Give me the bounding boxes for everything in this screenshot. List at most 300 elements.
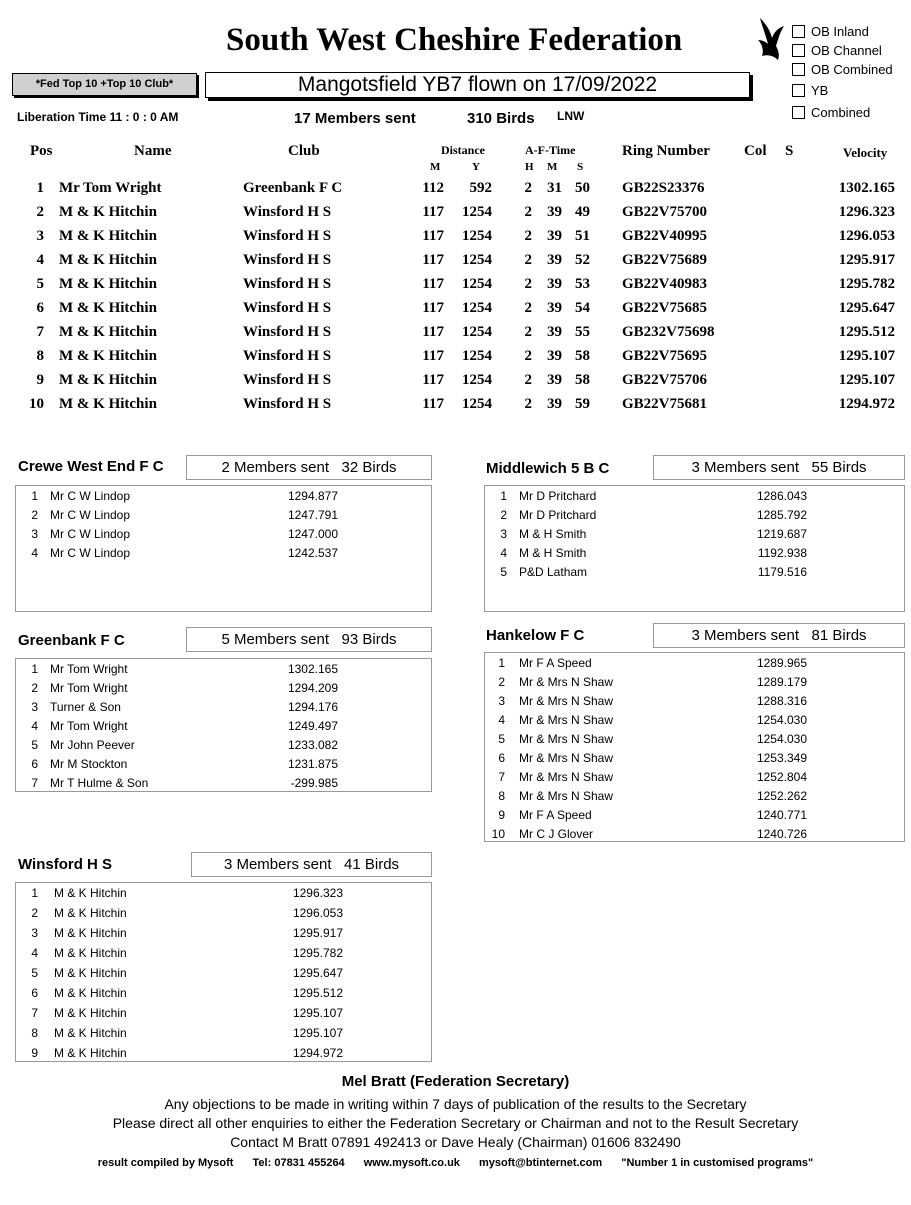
club-entry-velocity: 1252.262 bbox=[756, 789, 807, 803]
checkbox-ob-combined[interactable]: OB Combined bbox=[792, 62, 893, 77]
club-title-greenbank: Greenbank F C bbox=[18, 632, 125, 649]
result-hours: 2 bbox=[524, 300, 532, 316]
result-pos: 1 bbox=[36, 180, 44, 196]
list-item bbox=[485, 713, 904, 732]
club-title-winsford: Winsford H S bbox=[18, 856, 113, 873]
list-item bbox=[16, 1026, 431, 1045]
club-entry-name: P&D Latham bbox=[519, 565, 588, 579]
list-item bbox=[16, 926, 431, 945]
club-entry-velocity: 1253.349 bbox=[756, 751, 807, 765]
club-entry-name: Mr D Pritchard bbox=[519, 508, 597, 522]
club-entry-velocity: 1288.316 bbox=[756, 694, 807, 708]
club-entry-name: Mr & Mrs N Shaw bbox=[519, 732, 614, 746]
list-item bbox=[16, 508, 431, 527]
result-pos: 8 bbox=[36, 348, 44, 364]
result-row bbox=[0, 276, 911, 300]
list-item bbox=[16, 776, 431, 795]
result-ring: GB22V75681 bbox=[622, 396, 708, 412]
club-entry-name: Mr C W Lindop bbox=[50, 508, 131, 522]
result-row bbox=[0, 180, 911, 204]
club-entry-velocity: 1296.053 bbox=[292, 906, 343, 920]
club-entry-pos: 4 bbox=[500, 546, 507, 560]
club-entry-name: Mr C W Lindop bbox=[50, 527, 131, 541]
result-club: Winsford H S bbox=[243, 276, 332, 292]
club-entry-name: Mr & Mrs N Shaw bbox=[519, 770, 614, 784]
list-item bbox=[485, 751, 904, 770]
club-entry-velocity: 1294.176 bbox=[287, 700, 338, 714]
col-miles: M bbox=[430, 161, 441, 173]
result-hours: 2 bbox=[524, 180, 532, 196]
result-yards: 1254 bbox=[462, 396, 492, 412]
club-list-middlewich bbox=[484, 485, 905, 612]
club-entry-name: Mr C J Glover bbox=[519, 827, 594, 841]
club-entry-velocity: 1302.165 bbox=[287, 662, 338, 676]
club-entry-velocity: -299.985 bbox=[290, 776, 338, 790]
result-hours: 2 bbox=[524, 204, 532, 220]
result-seconds: 49 bbox=[575, 204, 590, 220]
club-entry-name: M & H Smith bbox=[519, 527, 587, 541]
club-entry-pos: 1 bbox=[31, 489, 38, 503]
club-entry-name: Mr Tom Wright bbox=[50, 662, 128, 676]
club-entry-pos: 8 bbox=[498, 789, 505, 803]
result-velocity: 1295.512 bbox=[838, 324, 895, 340]
club-entry-velocity: 1294.972 bbox=[292, 1046, 343, 1060]
checkbox-box-icon bbox=[792, 63, 805, 76]
list-item bbox=[16, 738, 431, 757]
list-item bbox=[16, 986, 431, 1005]
list-item bbox=[16, 700, 431, 719]
club-entry-pos: 2 bbox=[498, 675, 505, 689]
club-title-crewe: Crewe West End F C bbox=[18, 458, 164, 475]
club-entry-velocity: 1192.938 bbox=[757, 546, 807, 560]
club-summary-winsford: 3 Members sent 41 Birds bbox=[191, 852, 432, 877]
list-item bbox=[16, 489, 431, 508]
club-entry-pos: 7 bbox=[498, 770, 505, 784]
list-item bbox=[485, 808, 904, 827]
club-entry-pos: 3 bbox=[31, 527, 38, 541]
result-ring: GB22V75685 bbox=[622, 300, 708, 316]
club-entry-pos: 5 bbox=[500, 565, 507, 579]
club-entry-pos: 4 bbox=[498, 713, 505, 727]
result-minutes: 39 bbox=[547, 276, 562, 292]
col-seconds: S bbox=[577, 161, 584, 173]
result-ring: GB22V75706 bbox=[622, 372, 708, 388]
list-item bbox=[16, 1046, 431, 1065]
col-aftime: A-F-Time bbox=[525, 143, 576, 157]
checkbox-ob-inland[interactable]: OB Inland bbox=[792, 24, 869, 39]
result-miles: 117 bbox=[422, 204, 444, 220]
result-velocity: 1295.647 bbox=[838, 300, 895, 316]
federation-title: South West Cheshire Federation bbox=[226, 22, 683, 58]
result-ring: GB22V40995 bbox=[622, 228, 708, 244]
result-name: M & K Hitchin bbox=[59, 324, 157, 340]
club-entry-velocity: 1295.512 bbox=[292, 986, 343, 1000]
result-ring: GB22V75695 bbox=[622, 348, 708, 364]
club-entry-velocity: 1247.791 bbox=[287, 508, 338, 522]
club-entry-name: M & K Hitchin bbox=[54, 1026, 127, 1040]
col-colour: Col bbox=[744, 143, 767, 159]
club-entry-velocity: 1252.804 bbox=[756, 770, 807, 784]
result-pos: 9 bbox=[36, 372, 44, 388]
col-pos: Pos bbox=[30, 143, 53, 159]
result-minutes: 39 bbox=[547, 228, 562, 244]
club-entry-velocity: 1233.082 bbox=[287, 738, 338, 752]
result-seconds: 54 bbox=[575, 300, 590, 316]
club-list-crewe bbox=[15, 485, 432, 612]
result-name: M & K Hitchin bbox=[59, 300, 157, 316]
club-entry-pos: 6 bbox=[498, 751, 505, 765]
club-entry-pos: 7 bbox=[31, 1006, 38, 1020]
result-minutes: 31 bbox=[547, 180, 562, 196]
club-summary-hankelow: 3 Members sent 81 Birds bbox=[653, 623, 905, 648]
result-club: Winsford H S bbox=[243, 204, 332, 220]
result-yards: 1254 bbox=[462, 324, 492, 340]
club-entry-name: Mr F A Speed bbox=[519, 808, 592, 822]
list-item bbox=[485, 546, 904, 565]
col-ring: Ring Number bbox=[622, 143, 710, 159]
club-list-greenbank bbox=[15, 658, 432, 792]
result-miles: 117 bbox=[422, 276, 444, 292]
club-entry-name: Mr Tom Wright bbox=[50, 681, 128, 695]
secretary-line: Mel Bratt (Federation Secretary) bbox=[341, 1073, 570, 1090]
result-name: M & K Hitchin bbox=[59, 348, 157, 364]
club-entry-name: Mr C W Lindop bbox=[50, 489, 131, 503]
result-hours: 2 bbox=[524, 372, 532, 388]
list-item bbox=[485, 489, 904, 508]
result-name: M & K Hitchin bbox=[59, 252, 157, 268]
club-entry-pos: 3 bbox=[500, 527, 507, 541]
result-seconds: 51 bbox=[575, 228, 590, 244]
result-yards: 1254 bbox=[462, 204, 492, 220]
result-row bbox=[0, 252, 911, 276]
compiled-email[interactable]: mysoft@btinternet.com bbox=[478, 1157, 603, 1169]
result-club: Winsford H S bbox=[243, 300, 332, 316]
result-velocity: 1295.782 bbox=[838, 276, 895, 292]
club-entry-pos: 3 bbox=[498, 694, 505, 708]
enquiries-notice: Please direct all other enquiries to either the Federation Secretary or Chairman and not to the Result Secretary bbox=[112, 1115, 799, 1131]
result-ring: GB22S23376 bbox=[622, 180, 705, 196]
result-seconds: 53 bbox=[575, 276, 590, 292]
club-entry-velocity: 1285.792 bbox=[756, 508, 807, 522]
list-item bbox=[485, 565, 904, 584]
result-club: Winsford H S bbox=[243, 324, 332, 340]
result-miles: 117 bbox=[422, 372, 444, 388]
checkbox-combined[interactable]: Combined bbox=[792, 105, 870, 120]
list-item bbox=[16, 681, 431, 700]
col-minutes: M bbox=[547, 161, 558, 173]
club-entry-velocity: 1289.179 bbox=[756, 675, 807, 689]
club-entry-name: M & K Hitchin bbox=[54, 1006, 127, 1020]
club-entry-name: M & K Hitchin bbox=[54, 946, 127, 960]
result-miles: 117 bbox=[422, 348, 444, 364]
club-entry-velocity: 1295.917 bbox=[292, 926, 343, 940]
result-miles: 112 bbox=[422, 180, 444, 196]
list-item bbox=[485, 827, 904, 846]
col-distance: Distance bbox=[441, 143, 485, 157]
list-item bbox=[16, 886, 431, 905]
club-entry-velocity: 1219.687 bbox=[756, 527, 807, 541]
club-entry-velocity: 1295.782 bbox=[292, 946, 343, 960]
club-entry-pos: 4 bbox=[31, 719, 38, 733]
result-seconds: 59 bbox=[575, 396, 590, 412]
list-item bbox=[16, 966, 431, 985]
list-item bbox=[485, 508, 904, 527]
club-entry-name: Mr & Mrs N Shaw bbox=[519, 751, 614, 765]
members-sent: 17 Members sent bbox=[294, 110, 416, 127]
club-entry-pos: 1 bbox=[498, 656, 505, 670]
list-item bbox=[16, 906, 431, 925]
pigeon-logo-icon bbox=[752, 16, 786, 62]
club-entry-name: Mr M Stockton bbox=[50, 757, 128, 771]
col-sex: S bbox=[785, 143, 794, 159]
list-item bbox=[485, 789, 904, 808]
club-entry-velocity: 1295.107 bbox=[292, 1006, 343, 1020]
result-miles: 117 bbox=[422, 396, 444, 412]
result-row bbox=[0, 372, 911, 396]
club-entry-velocity: 1286.043 bbox=[756, 489, 807, 503]
result-yards: 1254 bbox=[462, 228, 492, 244]
club-entry-velocity: 1294.877 bbox=[287, 489, 338, 503]
club-title-hankelow: Hankelow F C bbox=[486, 627, 585, 644]
club-entry-pos: 9 bbox=[498, 808, 505, 822]
club-entry-velocity: 1294.209 bbox=[287, 681, 338, 695]
result-name: M & K Hitchin bbox=[59, 204, 157, 220]
result-minutes: 39 bbox=[547, 348, 562, 364]
club-entry-name: M & K Hitchin bbox=[54, 986, 127, 1000]
col-yards: Y bbox=[472, 161, 480, 173]
club-summary-crewe: 2 Members sent 32 Birds bbox=[186, 455, 432, 480]
race-title: Mangotsfield YB7 flown on 17/09/2022 bbox=[205, 72, 750, 98]
club-entry-pos: 1 bbox=[500, 489, 507, 503]
club-entry-name: Mr F A Speed bbox=[519, 656, 592, 670]
result-ring: GB22V75700 bbox=[622, 204, 708, 220]
result-velocity: 1296.053 bbox=[838, 228, 895, 244]
list-item bbox=[16, 757, 431, 776]
club-list-winsford bbox=[15, 882, 432, 1062]
result-velocity: 1296.323 bbox=[838, 204, 895, 220]
club-entry-pos: 3 bbox=[31, 700, 38, 714]
col-name: Name bbox=[134, 143, 172, 159]
result-pos: 4 bbox=[36, 252, 44, 268]
club-entry-name: Turner & Son bbox=[50, 700, 121, 714]
club-entry-velocity: 1254.030 bbox=[756, 732, 807, 746]
club-entry-pos: 9 bbox=[31, 1046, 38, 1060]
checkbox-box-icon bbox=[792, 44, 805, 57]
result-miles: 117 bbox=[422, 300, 444, 316]
result-pos: 2 bbox=[36, 204, 44, 220]
compiled-web[interactable]: www.mysoft.co.uk bbox=[363, 1157, 460, 1169]
compiled-slogan: "Number 1 in customised programs" bbox=[621, 1157, 814, 1169]
club-entry-name: M & K Hitchin bbox=[54, 1046, 127, 1060]
list-item bbox=[485, 656, 904, 675]
club-entry-pos: 5 bbox=[31, 966, 38, 980]
club-summary-middlewich: 3 Members sent 55 Birds bbox=[653, 455, 905, 480]
list-item bbox=[16, 546, 431, 565]
list-item bbox=[16, 662, 431, 681]
result-yards: 1254 bbox=[462, 252, 492, 268]
club-entry-name: Mr & Mrs N Shaw bbox=[519, 713, 614, 727]
liberation-time: Liberation Time 11 : 0 : 0 AM bbox=[17, 110, 179, 124]
list-item bbox=[485, 732, 904, 751]
club-entry-name: Mr T Hulme & Son bbox=[50, 776, 149, 790]
club-entry-name: Mr & Mrs N Shaw bbox=[519, 694, 614, 708]
club-entry-pos: 8 bbox=[31, 1026, 38, 1040]
club-entry-name: Mr Tom Wright bbox=[50, 719, 128, 733]
club-entry-name: Mr C W Lindop bbox=[50, 546, 131, 560]
result-row bbox=[0, 324, 911, 348]
result-minutes: 39 bbox=[547, 300, 562, 316]
result-velocity: 1302.165 bbox=[838, 180, 895, 196]
result-row bbox=[0, 300, 911, 324]
result-seconds: 50 bbox=[575, 180, 590, 196]
result-name: M & K Hitchin bbox=[59, 372, 157, 388]
compiled-tel: Tel: 07831 455264 bbox=[252, 1157, 345, 1169]
club-entry-velocity: 1296.323 bbox=[292, 886, 343, 900]
club-summary-greenbank: 5 Members sent 93 Birds bbox=[186, 627, 432, 652]
result-club: Winsford H S bbox=[243, 252, 332, 268]
club-entry-pos: 5 bbox=[498, 732, 505, 746]
list-item bbox=[16, 1006, 431, 1025]
checkbox-box-icon bbox=[792, 106, 805, 119]
checkbox-yb[interactable]: YB bbox=[792, 83, 828, 98]
result-hours: 2 bbox=[524, 228, 532, 244]
result-hours: 2 bbox=[524, 276, 532, 292]
result-yards: 1254 bbox=[462, 300, 492, 316]
result-hours: 2 bbox=[524, 396, 532, 412]
checkbox-box-icon bbox=[792, 84, 805, 97]
result-club: Winsford H S bbox=[243, 348, 332, 364]
club-entry-name: Mr John Peever bbox=[50, 738, 135, 752]
result-velocity: 1295.917 bbox=[838, 252, 895, 268]
result-miles: 117 bbox=[422, 252, 444, 268]
result-name: M & K Hitchin bbox=[59, 276, 157, 292]
list-item bbox=[485, 694, 904, 713]
result-club: Winsford H S bbox=[243, 396, 332, 412]
result-row bbox=[0, 204, 911, 228]
result-seconds: 58 bbox=[575, 348, 590, 364]
list-item bbox=[485, 675, 904, 694]
result-club: Winsford H S bbox=[243, 372, 332, 388]
result-velocity: 1295.107 bbox=[838, 348, 895, 364]
list-item bbox=[16, 719, 431, 738]
result-seconds: 55 bbox=[575, 324, 590, 340]
result-pos: 6 bbox=[36, 300, 44, 316]
club-entry-pos: 6 bbox=[31, 757, 38, 771]
result-pos: 3 bbox=[36, 228, 44, 244]
result-minutes: 39 bbox=[547, 324, 562, 340]
club-entry-pos: 2 bbox=[31, 906, 38, 920]
club-entry-velocity: 1289.965 bbox=[756, 656, 807, 670]
birds-sent: 310 Birds bbox=[467, 110, 535, 127]
club-entry-velocity: 1231.875 bbox=[287, 757, 338, 771]
result-ring: GB22V40983 bbox=[622, 276, 708, 292]
result-row bbox=[0, 348, 911, 372]
list-item bbox=[16, 527, 431, 546]
checkbox-ob-channel[interactable]: OB Channel bbox=[792, 43, 882, 58]
result-name: Mr Tom Wright bbox=[59, 180, 162, 196]
contact-line: Contact M Bratt 07891 492413 or Dave Healy (Chairman) 01606 832490 bbox=[230, 1134, 681, 1150]
result-seconds: 58 bbox=[575, 372, 590, 388]
result-yards: 592 bbox=[469, 180, 492, 196]
result-pos: 7 bbox=[36, 324, 44, 340]
club-entry-pos: 1 bbox=[31, 886, 38, 900]
club-entry-name: M & K Hitchin bbox=[54, 966, 127, 980]
result-hours: 2 bbox=[524, 324, 532, 340]
list-item bbox=[485, 527, 904, 546]
result-yards: 1254 bbox=[462, 276, 492, 292]
result-yards: 1254 bbox=[462, 372, 492, 388]
compiled-line bbox=[0, 1157, 911, 1169]
club-entry-name: M & K Hitchin bbox=[54, 926, 127, 940]
result-pos: 5 bbox=[36, 276, 44, 292]
club-entry-pos: 7 bbox=[31, 776, 38, 790]
club-entry-pos: 10 bbox=[491, 827, 505, 841]
result-row bbox=[0, 228, 911, 252]
result-hours: 2 bbox=[524, 252, 532, 268]
club-entry-velocity: 1295.647 bbox=[292, 966, 343, 980]
club-title-middlewich: Middlewich 5 B C bbox=[486, 460, 610, 477]
club-entry-name: M & H Smith bbox=[519, 546, 587, 560]
club-entry-pos: 2 bbox=[31, 681, 38, 695]
club-entry-pos: 3 bbox=[31, 926, 38, 940]
objections-notice: Any objections to be made in writing within 7 days of publication of the results to the Secretary bbox=[164, 1096, 747, 1112]
club-entry-velocity: 1242.537 bbox=[287, 546, 338, 560]
region-code: LNW bbox=[557, 109, 585, 123]
result-club: Greenbank F C bbox=[243, 180, 343, 196]
result-name: M & K Hitchin bbox=[59, 396, 157, 412]
club-list-hankelow bbox=[484, 652, 905, 842]
club-entry-velocity: 1295.107 bbox=[292, 1026, 343, 1040]
club-entry-name: Mr & Mrs N Shaw bbox=[519, 789, 614, 803]
club-entry-pos: 2 bbox=[31, 508, 38, 522]
col-hours: H bbox=[525, 161, 534, 173]
club-entry-pos: 1 bbox=[31, 662, 38, 676]
club-entry-pos: 6 bbox=[31, 986, 38, 1000]
result-club: Winsford H S bbox=[243, 228, 332, 244]
result-ring: GB232V75698 bbox=[622, 324, 715, 340]
club-entry-velocity: 1249.497 bbox=[287, 719, 338, 733]
top10-tag: *Fed Top 10 +Top 10 Club* bbox=[12, 73, 197, 96]
club-entry-pos: 4 bbox=[31, 546, 38, 560]
club-entry-velocity: 1240.726 bbox=[756, 827, 807, 841]
result-yards: 1254 bbox=[462, 348, 492, 364]
list-item bbox=[16, 946, 431, 965]
result-miles: 117 bbox=[422, 228, 444, 244]
result-minutes: 39 bbox=[547, 396, 562, 412]
result-ring: GB22V75689 bbox=[622, 252, 708, 268]
club-entry-name: Mr D Pritchard bbox=[519, 489, 597, 503]
result-pos: 10 bbox=[29, 396, 44, 412]
club-entry-velocity: 1247.000 bbox=[287, 527, 338, 541]
result-seconds: 52 bbox=[575, 252, 590, 268]
result-minutes: 39 bbox=[547, 204, 562, 220]
list-item bbox=[485, 770, 904, 789]
club-entry-pos: 5 bbox=[31, 738, 38, 752]
club-entry-name: Mr & Mrs N Shaw bbox=[519, 675, 614, 689]
club-entry-velocity: 1179.516 bbox=[757, 565, 807, 579]
club-entry-name: M & K Hitchin bbox=[54, 906, 127, 920]
result-miles: 117 bbox=[422, 324, 444, 340]
result-name: M & K Hitchin bbox=[59, 228, 157, 244]
checkbox-box-icon bbox=[792, 25, 805, 38]
club-entry-velocity: 1240.771 bbox=[756, 808, 807, 822]
col-velocity: Velocity bbox=[843, 145, 888, 160]
club-entry-name: M & K Hitchin bbox=[54, 886, 127, 900]
club-entry-pos: 4 bbox=[31, 946, 38, 960]
result-velocity: 1294.972 bbox=[838, 396, 895, 412]
club-entry-velocity: 1254.030 bbox=[756, 713, 807, 727]
result-hours: 2 bbox=[524, 348, 532, 364]
